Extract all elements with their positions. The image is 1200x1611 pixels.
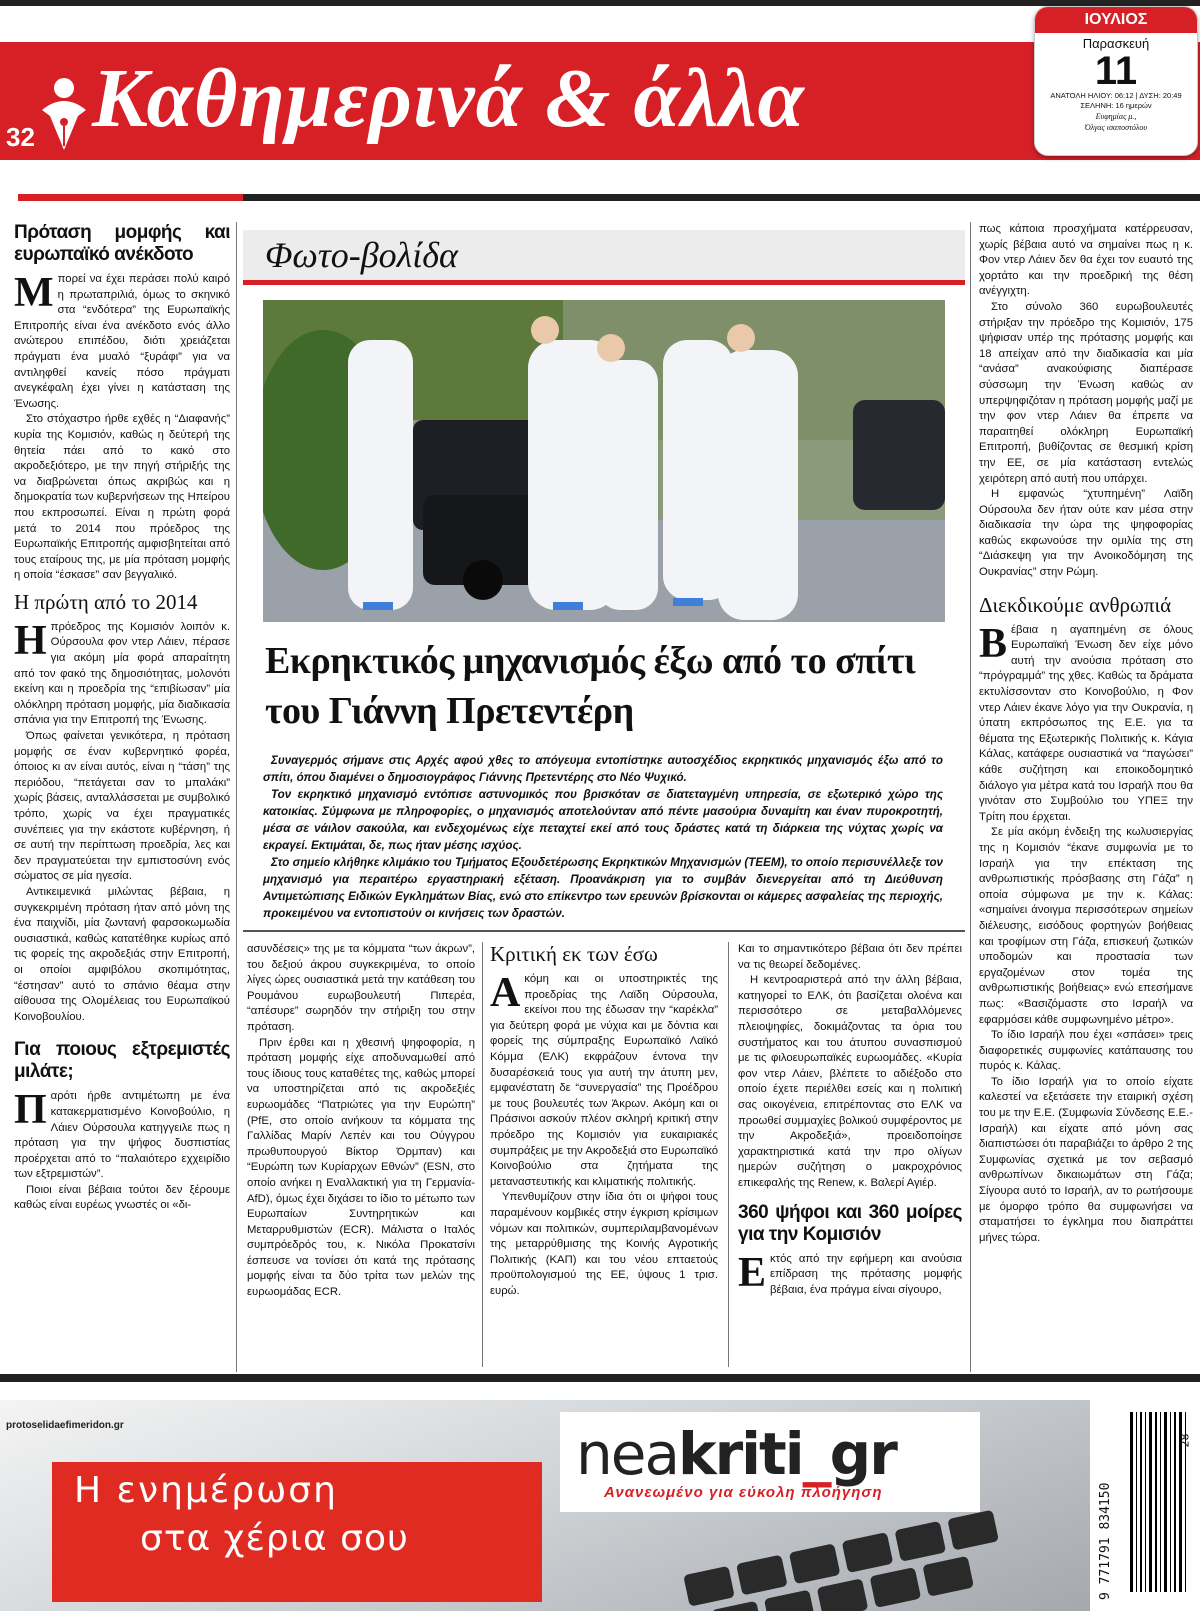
key-icon [683, 1566, 735, 1607]
right-column [979, 222, 1193, 1372]
brand-part: gr [829, 1420, 896, 1488]
news-photo [263, 300, 945, 622]
paragraph [14, 1089, 230, 1183]
masthead-title: Καθημερινά & άλλα [92, 52, 805, 145]
paragraph-text: πρόεδρος της Κομισιόν λοιπόν κ. Ούρσουλα φον ντερ Λάιεν, πέρασε για ακόμη μία φορά απαραίτητη από τον φακό της δημοσιότητας, μολονότι εκείνη και η προεδρία της “επιβίωσαν” μία ολόκληρη πρόταση μομφής, μία διαδικασία σπάνια για την Επιτροπή της Ένωσης. [14, 620, 230, 727]
key-icon [947, 1510, 999, 1551]
subheading: 360 ψήφοι και 360 μοίρες για την Κομισιόν [738, 1201, 962, 1245]
paragraph: Το ίδιο Ισραήλ που έχει «σπάσει» τρεις διαφορετικές συμφωνίες κατάπαυσης του πυρός κ. Κάλας. [979, 1029, 1193, 1073]
section-rule [243, 280, 965, 285]
section-title: Φωτο-βολίδα [265, 235, 458, 275]
top-rule [0, 0, 1200, 6]
paragraph: Η εμφανώς “χτυπημένη” Λαϊδη Ούρσουλα δεν ήταν ούτε καν μέσα στην διαδικασία την ώρα της ψηφοφορίας καθώς εκφωνούσε την ομιλία της στη “Διάσκεψη για την Ανοικοδόμηση της Ουκρανίας” στην Ρώμη. [979, 488, 1193, 579]
paragraph: Στο σύνολο 360 ευρωβουλευτές στήριξαν την πρόεδρο της Κομισιόν, 175 ψήφισαν υπέρ της πρότασης μομφής και 18 απείχαν από την διαδικασία και μία “ανάσα” ανακούφισης διαπέρασε σύσσωμη την Ένωση καθώς αν υπερψηφιζόταν η πρόταση μομφής μαζί με την φον ντερ Λάιεν θα έπρεπε να παραιτηθεί ολόκληρη Ευρωπαϊκή Επιτροπή, βυθίζοντας σε θεσμική κρίση την ΕΕ, σε μία κατάσταση εντελώς χειρότερη από αυτή που υπάρχει. [979, 300, 1193, 485]
column-divider [236, 222, 237, 1372]
feature-lead [263, 752, 943, 922]
subheading: Κριτική εκ των έσω [490, 942, 658, 966]
paragraph [490, 972, 718, 1190]
brand-part: nea [576, 1420, 678, 1488]
paragraph: Όπως φαίνεται γενικότερα, η πρόταση μομφής σε έναν κυβερνητικό φορέα, όποιος κι αν είναι αυτός, είναι η “τάση” της περιόδου, “πετάγεται σαν το μπαλάκι” χωρίς βάσεις, ανταλλάσσεται με συμβολικό τρόπο, χωρίς να έχει πραγματικές συνέπειες για την εκάστοτε κυβέρνηση, ή σε αυτή την περίπτωση προεδρία, λες και δεν πραγματεύεται την εμπιστοσύνη ενός σώματος σε μία ηγεσία. [14, 730, 230, 883]
barcode-digits: 9 771791 834150 [1098, 1482, 1113, 1600]
feature-bottom-rule [243, 930, 965, 932]
key-icon [842, 1532, 894, 1573]
paragraph: πως κάποια προσχήματα κατέρρευσαν, χωρίς βέβαια αυτό να σημαίνει πως η κ. Φον ντερ Λάιεν δεν θα έχει τον ευαυτό της χορτάτο και την προεδρική της θέση ανέγγιχτη. [979, 223, 1193, 298]
column-divider [728, 942, 729, 1367]
brand-tagline: Ανανεωμένο για εύκολη πλοήγηση [604, 1484, 883, 1501]
paragraph: Ποιοι είναι βέβαια τούτοι δεν ξέρουμε καθώς είναι ευρέως γνωστές οι «δι- [14, 1183, 230, 1212]
barcode-issue: 28 [1178, 1433, 1192, 1448]
brand-logo-box [560, 1412, 980, 1512]
ad-slogan-line1: Η ενημέρωση [74, 1470, 338, 1511]
paragraph [14, 272, 230, 412]
paragraph: Πριν έρθει και η χθεσινή ψηφοφορία, η πρόταση μομφής είχε αποδυναμωθεί από τους ίδιους τους καταθέτες της, καθώς μπορεί να υποστηρίζεται από τις ακροδεξιές ευρωομάδες “Πατριώτες για την Ευρώπη” (PfE, στο οποίο ανήκουν τα κόμματα της Γαλλίδας Μαρίν Λεπέν και του Ούγγρου πρωθυπουργού Βίκτορ Όρμπαν) και “Ευρώπη των Κυρίαρχων Εθνών” (ESN, στο οποίο ανήκει η Εναλλακτική για τη Γερμανία-AfD), όμως έχει διχάσει το ίδιο το μέτωπο των Ευρωπαίων Συντηρητικών και Μεταρρυθμιστών (ECR). Μάλιστα ο Ιταλός συμπρόεδρός του, κ. Νικόλα Προκατσίνι έσπευσε να τονίσει ότι κατά της πρότασης μομφής είναι τα δύο τρίτα των μελών της ευρωομάδας ECR. [247, 1036, 475, 1299]
paragraph: Το ίδιο Ισραήλ για το οποίο είχατε καλεστεί να εξετάσετε την εταιρική σχέση του με την Ε.Ε. (Συμφωνία Σύνδεσης Ε.Ε.- Ισραήλ) και είχατε από μόνη σας διαπιστώσει ότι παραβιάζει το άρθρο 2 της Συμφωνίας σχετικά με τον σεβασμό ανθρωπίνων δικαιωμάτων στη Γάζα; Σίγουρα αυτό το Ισραήλ, αν το ρωτήσουμε με όμορφο τρόπο θα συμφωνήσει να σταματήσει το έγκλημα που διαπράττει μήνες τώρα. [979, 1075, 1193, 1244]
paragraph: Υπενθυμίζουν στην ίδια ότι οι ψήφοι τους παραμένουν κομβικές στην έγκριση κρίσιμων νόμων και πολιτικών, συμπεριλαμβανομένων της μεταρρύθμισης της Κοινής Αγροτικής Πολιτικής (ΚΑΠ) και του νέου επταετούς προϋπολογισμού της ΕΕ, ύψους 1 τρισ. ευρώ. [490, 1191, 718, 1297]
barcode [1090, 1400, 1200, 1611]
paragraph: Αντικειμενικά μιλώντας βέβαια, η συγκεκριμένη πρόταση ήταν από μόνη της ένα παιχνίδι, μία ζωντανή φαρσοκωμωδία ουσιαστικά, καθώς κατατέθηκε κυρίως από τις φορείς της ακροδεξιάς στην Επιτροπή, οι οποίοι αμφιβόλου σκοπιμότητας, “έστησαν” αυτό το σπάνιο θέαμα στην αίθουσα της Ολομέλειας του Ευρωπαϊκού Κοινοβουλίου. [14, 885, 230, 1023]
date-calendar [1034, 6, 1198, 156]
left-column [14, 222, 230, 1372]
paragraph: Η κεντροαριστερά από την άλλη βέβαια, κατηγορεί το ΕΛΚ, ότι βασίζεται ολοένα και περισσότερο σε μεταβαλλόμενες πλειοψηφίες, δοκιμάζοντας τα όρια του συστήματος και του άτυπου συνασπισμού με τις φιλοευρωπαϊκές ευρωομάδες. «Κυρία φον ντερ Λάιεν, βλέπετε το αδιέξοδο στο οποίο έχετε περιέλθει εσείς και η πολιτική σας οικογένεια, επιτρέποντας στο ΕΛΚ να προωθεί συμμαχίες βολικού συμφέροντος με την Ακροδεξιά», προειδοποίησε χαρακτηριστικά κατά την προ ολίγων ημερών συζήτηση ο μακροχρόνιος επικεφαλής της Renew, κ. Βαλερί Αγιέρ. [738, 974, 962, 1189]
subheading: Η πρώτη από το 2014 [14, 589, 198, 614]
paragraph [979, 620, 1193, 826]
drop-cap: Α [490, 970, 521, 1016]
article-column-2 [247, 942, 475, 1367]
header-rule-black [243, 194, 1200, 201]
key-icon [764, 1590, 816, 1611]
drop-cap: Β [979, 620, 1008, 667]
column-divider [970, 222, 971, 1372]
paragraph-text: έβαια η αγαπημένη σε όλους Ευρωπαϊκή Ένωση δεν είχε μόνο αυτή την ανούσια πρόταση στο “πρόγραμμά” της χθες. Καθώς τα δράματα εκτυλίσσονταν στο Κοινοβούλιο, η Φον ντερ Λάιεν έκανε λόγο για την Ουκρανία, η ύπατη εκπρόσωπος της Ε.Ε. για τα θέματα της Εξωτερικής Πολιτικής κ. Κάγια Κάλας, κατάφερε ουσιαστικά να “παγώσει” κάθε συζήτηση και εποικοδομητικό διάλογο για μέτρα κατά του Ισραήλ που θα γινόταν στο Συμβούλιο του ΥΠΕΞ την Τρίτη που έρχεται. [979, 623, 1193, 823]
calendar-day: 11 [1094, 49, 1138, 93]
paragraph: Σε μία ακόμη ένδειξη της κωλυσιεργίας της η Κομισιόν “έκανε συμφωνία με το Ισραήλ για την επέκταση της ανθρωπιστικής πρόσβασης στη Γάζα” η οποία σύμφωνα με την κ. Κάλας: «σημαίνει άνοιγμα περισσότερων σημείων διέλευσης, εισόδους φορτηγών βοήθειας και τροφίμων στη Γάζα, επισκευή ζωτικών υποδομών και προστασία των εργαζομένων στον τομέα της ανθρωπιστικής βοήθειας» ενώ επεσήμανε πως: «Βασιζόμαστε στο Ισραήλ να εφαρμόσει κάθε συμφωνημένο μέτρο». [979, 826, 1193, 1026]
header-rule-red [18, 194, 243, 201]
feature-headline: Εκρηκτικός μηχανισμός έξω από το σπίτι του Γιάννη Πρετεντέρη [265, 640, 916, 732]
key-icon [789, 1543, 841, 1584]
paragraph: Στο στόχαστρο ήρθε εχθές η “Διαφανής” κυρία της Κομισιόν, καθώς η δεύτερή της θητεία πάει από το κακό στο ακροδεξιότερο, με την πηγή στήριξής της να διαβρώνεται όπως ακριβώς και η δημοκρατία των κυβερνήσεων της Ηπείρου που εκπροσωπεί. Είναι η πρώτη φορά μετά το 2014 που πρόεδρος της Ευρωπαϊκής Επιτροπής αμφισβητείται από τους εταίρους της, με μία πρόταση μομφής η οποία “έσκασε” σαν βεγγαλικό. [14, 413, 230, 582]
calendar-sun-times: ΑΝΑΤΟΛΗ ΗΛΙΟΥ: 06:12 | ΔΥΣΗ: 20:49 [1050, 91, 1182, 100]
key-icon [870, 1567, 922, 1608]
subheading: Διεκδικούμε ανθρωπιά [979, 592, 1172, 617]
paragraph: ασυνδέσεις» της με τα κόμματα “των άκρων”, του δεξιού άκρου συγκεκριμένα, το οποίο λίγες ώρες ουσιαστικά μετά την κατάθεση του Ρουμάνου ευρωβουλευτή Πιπερέα, “απέσυρε” σωρηδόν την στήριξη του στην πρόταση. [247, 943, 475, 1033]
brand-part: kriti [678, 1420, 803, 1488]
footer-rule [0, 1374, 1200, 1382]
key-icon [736, 1555, 788, 1596]
article-column-3 [490, 942, 718, 1367]
article-column-4 [738, 942, 962, 1367]
lead-paragraph: Στο σημείο κλήθηκε κλιμάκιο του Τμήματος Εξουδετέρωσης Εκρηκτικών Μηχανισμών (ΤΕΕΜ), το οποίο περισυνέλλεξε τον μηχανισμό για περαιτέρω εργαστηριακή εξέταση. Προανάκριση για το συμβάν διενεργείται από τη Διεύθυνση Αντιμετώπισης Ειδικών Εγκλημάτων Βίας, ενώ στο επίκεντρο των ερευνών βρίσκονται οι κάμερες ασφαλείας της περιοχής, προκειμένου να εντοπιστούν οι κινήσεις των δραστών. [263, 856, 943, 920]
drop-cap: Ε [738, 1249, 767, 1296]
paragraph-text: αρότι ήρθε αντιμέτωπη με ένα κατακερματισμένο Κοινοβούλιο, η Λάιεν Ούρσουλα κατηγγειλε πως η πρόταση για την ψήφος δυσπιστίας προέρχεται από το “παλαιότερο εχχειρίδιο των εξτρεμιστών”. [14, 1090, 230, 1181]
source-watermark: protoselidaefimeridon.gr [6, 1420, 124, 1431]
calendar-saints-1: Ευφημίας μ., [1095, 112, 1137, 121]
calendar-weekday: Παρασκευή [1082, 36, 1150, 51]
key-icon [817, 1578, 869, 1611]
paragraph [738, 1249, 962, 1299]
lead-paragraph: Συναγερμός σήμανε στις Αρχές αφού χθες το απόγευμα εντοπίστηκε αυτοσχέδιος εκρηκτικός μηχανισμός έξω από το σπίτι, όπου διαμένει ο δημοσιογράφος Γιάννης Πρετεντέρης στο Νέο Ψυχικό. [263, 754, 943, 784]
paragraph: Και το σημαντικότερο βέβαια ότι δεν πρέπει να τις θεωρεί δεδομένες. [738, 943, 962, 971]
paragraph-text: πορεί να έχει περάσει πολύ καιρό η πρωταπριλιά, όμως το σκηνικό στα “ενδότερα” της Ευρωπαϊκής Επιτροπής είναι ένα ανέκδοτο ενός άλλο ανώτερου επιπέδου, διότι χρειάζεται πράγματι ένα μυαλό “ξυράφι” για να αντιληφθεί κανείς πόσο πράγματι ανεγκέφαλη έχει γίνει η κατάσταση της Ένωσης. [14, 273, 230, 410]
paragraph [14, 617, 230, 729]
calendar-month: ΙΟΥΛΙΟΣ [1035, 7, 1197, 33]
lead-paragraph: Τον εκρηκτικό μηχανισμό εντόπισε αστυνομικός που βρισκόταν σε διατεταγμένη υπηρεσία, σε εξωτερικό χώρο της κατοικίας. Σύμφωνα με πληροφορίες, ο μηχανισμός αποτελούνταν από πέντε μασούρια δυναμίτη και έναν πυροκροτητή, μέσα σε νάιλον σακούλα, και ενδεχομένως είχε πεταχτεί εκεί από τους δράστες κατά τη διάρκεια της νύχτας χωρίς να εκραγεί. Εκτιμάται, δε, πως ήταν μέσης ισχύος. [263, 788, 943, 852]
page-number: 32 [6, 122, 35, 152]
drop-cap: Π [14, 1087, 47, 1134]
paragraph-text: κόμη και οι υποστηρικτές της προεδρίας της Λαϊδη Ούρσουλα, εκείνοι που της έδωσαν την “καρέκλα” για δεύτερη φορά με νύχια και με δόντια και φορείς της σύμπραξης Ευρωπαϊκό Λαϊκό Κόμμα (ΕΛΚ) εκφράζουν έντονα την δυσαρέσκειά τους για αυτή την άτυπη μεν, εμφανέστατη δε “συνεργασία” της Προέδρου με τους βουλευτές των Άκρων. Ακόμη και οι Πράσινοι ασκούν πλέον σκληρή κριτική στην πρόεδρο της Κομισιόν για ευκαιριακές συμπράξεις με την Ακροδεξιά στο Ευρωπαϊκό Κοινοβούλιο στα ζητήματα της μεταναστευτικής και κλιματικής πολιτικής. [490, 973, 718, 1188]
drop-cap: Η [14, 617, 47, 664]
key-icon [922, 1556, 974, 1597]
article-title: Πρόταση μομφής και ευρωπαϊκό ανέκδοτο [14, 222, 230, 265]
subheading: Για ποιους εξτρεμιστές μιλάτε; [14, 1039, 230, 1083]
ad-slogan-line2: στα χέρια σου [140, 1518, 409, 1559]
paragraph-text: κτός από την εφήμερη και ανούσια επίδραση της πρότασης μομφής βέβαια, ένα πράγμα είναι σίγουρο, [770, 1252, 962, 1296]
key-icon [711, 1601, 763, 1611]
section-header-box [243, 230, 965, 282]
advertisement [0, 1400, 1200, 1611]
key-icon [894, 1521, 946, 1562]
column-divider [482, 942, 483, 1367]
calendar-saints-2: Όλγας ισαποστόλου [1084, 123, 1148, 132]
brand-logo [576, 1420, 896, 1488]
calendar-moon: ΣΕΛΗΝΗ: 16 ημερών [1080, 101, 1152, 110]
brand-part: _ [802, 1420, 830, 1488]
pen-nib-logo-icon [34, 72, 94, 152]
drop-cap: Μ [14, 270, 54, 316]
